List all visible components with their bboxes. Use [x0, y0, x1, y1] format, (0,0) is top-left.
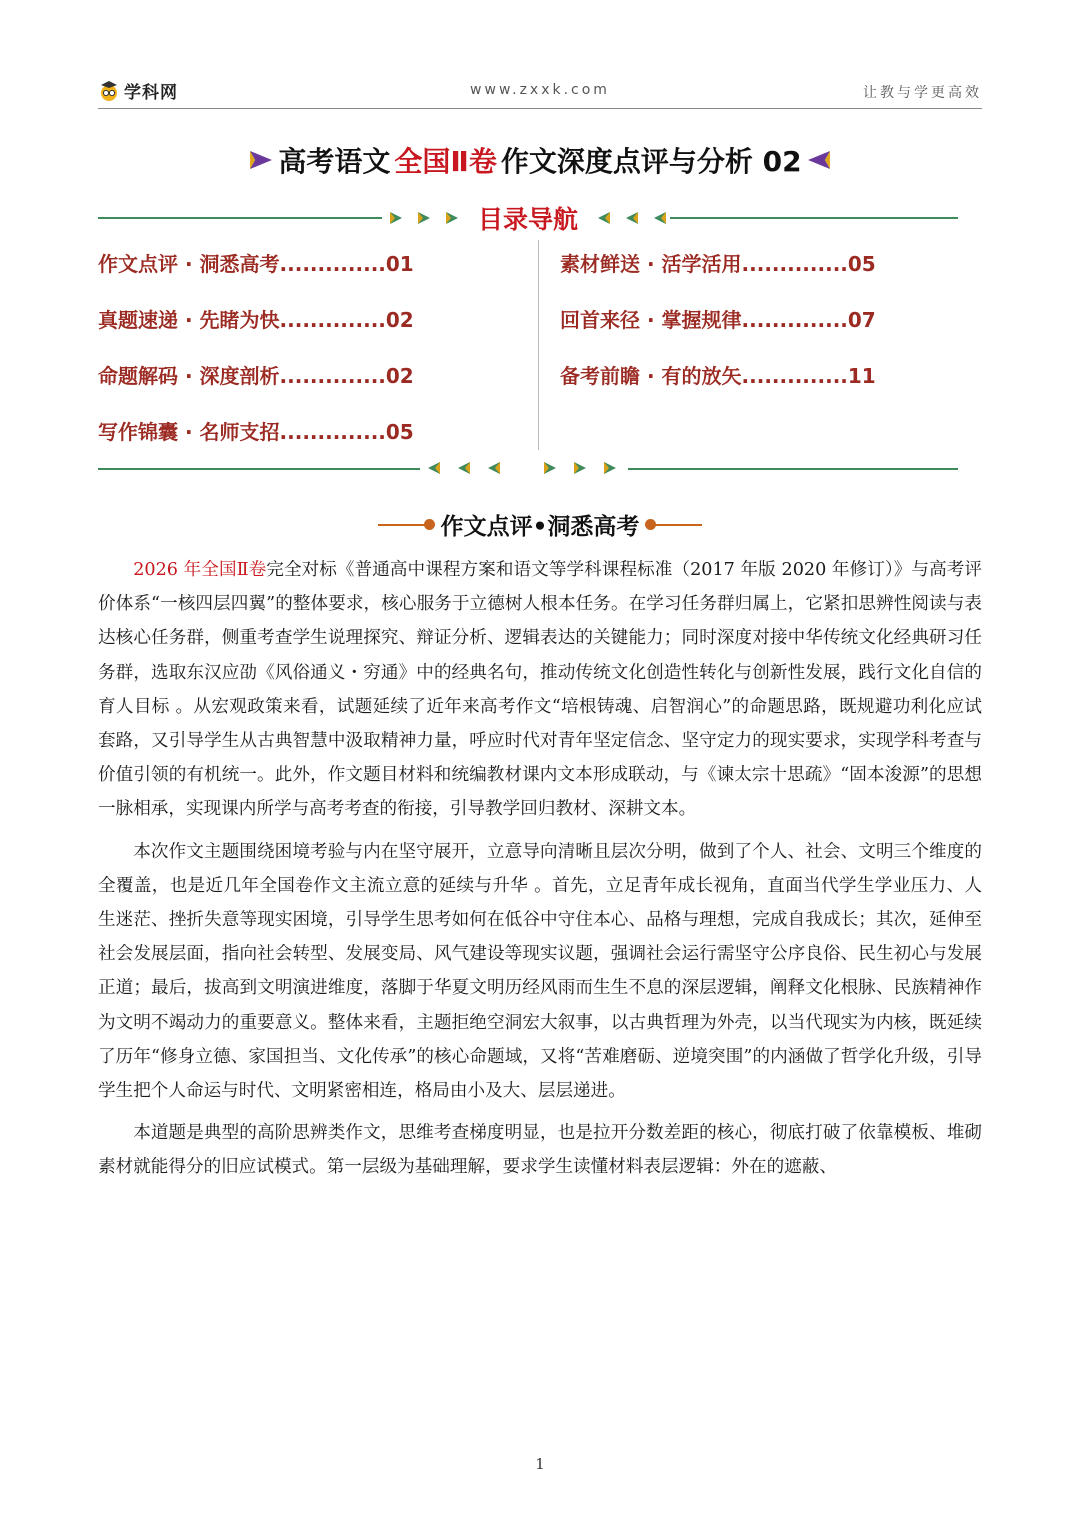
title-part2: 全国Ⅱ卷 — [394, 145, 497, 178]
highlight-text: 2026 年全国Ⅱ卷 — [133, 560, 267, 580]
toc-item[interactable]: 作文点评 · 洞悉高考..............01 — [98, 252, 414, 276]
nav-header — [98, 200, 958, 236]
nav-title: 目录导航 — [477, 205, 578, 234]
paragraph — [98, 553, 982, 827]
toc-divider — [538, 240, 539, 450]
nav-line-left — [98, 468, 420, 470]
paragraph-text: 完全对标《普通高中课程方案和语文等学科课程标准（2017 年版 2020 年修订）》与高考评价体系“一核四层四翼”的整体要求，核心服务于立德树人根本任务。在学习任务群归属上，它紧扣思辨性阅读与表达核心任务群，侧重考查学生说理探究、辩证分析、逻辑表达的关键能力；同时深度对接中华传统文化经典研习任务群，选取东汉应劭《风俗通义・穷通》中的经典名句，推动传统文化创造性转化与创新性发展，践行文化自信的育人目标 。从宏观政策来看，试题延续了近年来高考作文“培根铸魂、启智润心”的命题思路，既规避功利化应试套路，又引导学生从古典智慧中汲取精神力量，呼应时代对青年坚定信念、坚守定力的现实要求，实现学科考查与价值引领的有机统一。此外，作文题目材料和统编教材课内文本形成联动，与《谏太宗十思疏》“固本浚源”的思想一脉相承，实现课内所学与高考考查的衔接，引导教学回归教材、深耕文本。 — [98, 560, 982, 820]
triangle-left-icon — [486, 460, 502, 476]
logo-text: 学科网 — [124, 83, 178, 103]
triangle-left-icon — [624, 210, 640, 226]
title-part3: 作文深度点评与分析 02 — [500, 145, 802, 178]
title-part1: 高考语文 — [278, 145, 391, 178]
section-title: 作文点评•洞悉高考 — [440, 514, 640, 540]
triangle-right-icon — [542, 460, 558, 476]
triangle-left-icon — [652, 210, 668, 226]
section-heading — [0, 506, 1080, 542]
page-title — [0, 140, 1080, 180]
toc-item[interactable]: 写作锦囊 · 名师支招..............05 — [98, 420, 414, 444]
triangle-right-icon — [572, 460, 588, 476]
header-divider — [98, 108, 982, 109]
paragraph: 本道题是典型的高阶思辨类作文，思维考查梯度明显，也是拉开分数差距的核心，彻底打破了依靠模板、堆砌素材就能得分的旧应试模式。第一层级为基础理解，要求学生读懂材料表层逻辑：外在的遮蔽、 — [98, 1123, 982, 1178]
page-header — [98, 76, 982, 106]
arrow-right-icon — [248, 148, 274, 172]
triangle-left-icon — [596, 210, 612, 226]
toc-item[interactable]: 素材鲜送 · 活学活用..............05 — [560, 252, 876, 276]
triangle-right-icon — [602, 460, 618, 476]
slogan: 让教与学更高效 — [863, 85, 982, 101]
page-number: 1 — [535, 1455, 545, 1473]
article-body — [98, 553, 982, 1193]
nav-footer — [98, 458, 958, 480]
site-url[interactable]: www.zxxk.com — [470, 82, 610, 98]
toc-item[interactable]: 回首来径 · 掌握规律..............07 — [560, 308, 876, 332]
toc-item[interactable]: 备考前瞻 · 有的放矢..............11 — [560, 364, 876, 388]
toc-item[interactable]: 命题解码 · 深度剖析..............02 — [98, 364, 414, 388]
toc-right — [560, 248, 876, 416]
toc-left — [98, 248, 414, 472]
triangle-left-icon — [456, 460, 472, 476]
arrow-left-icon — [806, 148, 832, 172]
toc-item[interactable]: 真题速递 · 先睹为快..............02 — [98, 308, 414, 332]
paragraph: 本次作文主题围绕困境考验与内在坚守展开，立意导向清晰且层次分明，做到了个人、社会、文明三个维度的全覆盖，也是近几年全国卷作文主流立意的延续与升华 。首先，立足青年成长视角，直面当代学生学业压力、人生迷茫、挫折失意等现实困境，引导学生思考如何在低谷中守住本心、品格与理想，完成自我成长；其次，延伸至社会发展层面，指向社会转型、发展变局、风气建设等现实议题，强调社会运行需坚守公序良俗、民生初心与发展正道；最后，拔高到文明演进维度，落脚于华夏文明历经风雨而生生不息的深层逻辑，阐释文化根脉、民族精神作为文明不竭动力的重要意义。整体来看，主题拒绝空洞宏大叙事，以古典哲理为外壳，以当代现实为内核，既延续了历年“修身立德、家国担当、文化传承”的核心命题域，又将“苦难磨砺、逆境突围”的内涵做了哲学化升级，引导学生把个人命运与时代、文明紧密相连，格局由小及大、层层递进。 — [98, 841, 982, 1102]
triangle-left-icon — [426, 460, 442, 476]
nav-line-right — [628, 468, 958, 470]
